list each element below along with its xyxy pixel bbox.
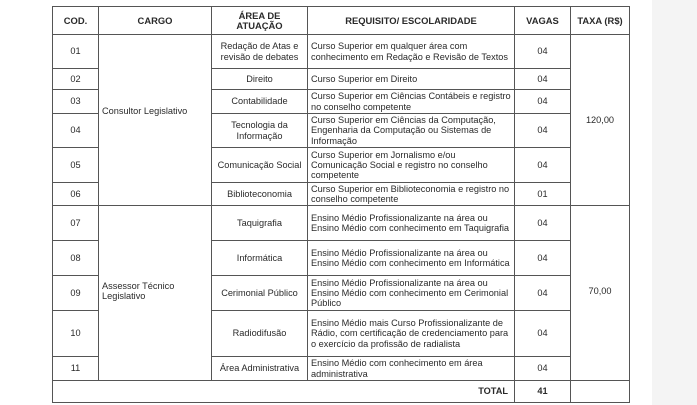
vagas-cell: 04	[515, 311, 571, 357]
cod-cell: 03	[53, 90, 99, 114]
area-cell: Biblioteconomia	[212, 183, 308, 206]
taxa-cell: 120,00	[571, 35, 630, 206]
area-cell: Contabilidade	[212, 90, 308, 114]
requisito-cell: Curso Superior em qualquer área com conhecimento em Redação e Revisão de Textos	[308, 35, 515, 69]
area-cell: Tecnologia da Informação	[212, 114, 308, 148]
header-area: ÁREA DE ATUAÇÃO	[212, 7, 308, 35]
requisito-cell: Ensino Médio com conhecimento em área administrativa	[308, 357, 515, 381]
cod-cell: 07	[53, 206, 99, 241]
total-taxa-empty	[571, 381, 630, 403]
vagas-cell: 04	[515, 90, 571, 114]
area-cell: Informática	[212, 241, 308, 276]
header-vagas: VAGAS	[515, 7, 571, 35]
cod-cell: 08	[53, 241, 99, 276]
cod-cell: 09	[53, 276, 99, 311]
cod-cell: 10	[53, 311, 99, 357]
vagas-cell: 04	[515, 206, 571, 241]
cargo-cell: Assessor Técnico Legislativo	[99, 206, 212, 381]
cod-cell: 11	[53, 357, 99, 381]
vagas-cell: 04	[515, 241, 571, 276]
header-cod: COD.	[53, 7, 99, 35]
requisito-cell: Ensino Médio Profissionalizante na área ou Ensino Médio com conhecimento em Informática	[308, 241, 515, 276]
requisito-cell: Curso Superior em Biblioteconomia e registro no conselho competente	[308, 183, 515, 206]
area-cell: Comunicação Social	[212, 148, 308, 183]
total-row	[53, 381, 630, 403]
requisito-cell: Curso Superior em Ciências da Computação, Engenharia da Computação ou Sistemas de Informação	[308, 114, 515, 148]
requisito-cell: Ensino Médio Profissionalizante na área ou Ensino Médio com conhecimento em Taquigrafia	[308, 206, 515, 241]
cargo-cell: Consultor Legislativo	[99, 35, 212, 206]
area-cell: Direito	[212, 69, 308, 90]
total-value: 41	[515, 381, 571, 403]
vacancies-table	[52, 6, 630, 403]
vagas-cell: 04	[515, 35, 571, 69]
requisito-cell: Curso Superior em Ciências Contábeis e registro no conselho competente	[308, 90, 515, 114]
header-requisito: REQUISITO/ ESCOLARIDADE	[308, 7, 515, 35]
taxa-cell: 70,00	[571, 206, 630, 381]
area-cell: Cerimonial Público	[212, 276, 308, 311]
requisito-cell: Curso Superior em Direito	[308, 69, 515, 90]
vagas-cell: 04	[515, 276, 571, 311]
cod-cell: 02	[53, 69, 99, 90]
header-row	[53, 7, 630, 35]
area-cell: Redação de Atas e revisão de debates	[212, 35, 308, 69]
cod-cell: 06	[53, 183, 99, 206]
cod-cell: 04	[53, 114, 99, 148]
area-cell: Radiodifusão	[212, 311, 308, 357]
table-row	[53, 206, 630, 241]
header-taxa: TAXA (R$)	[571, 7, 630, 35]
total-label: TOTAL	[53, 381, 515, 403]
cod-cell: 05	[53, 148, 99, 183]
vagas-cell: 04	[515, 69, 571, 90]
area-cell: Área Administrativa	[212, 357, 308, 381]
area-cell: Taquigrafia	[212, 206, 308, 241]
requisito-cell: Curso Superior em Jornalismo e/ou Comunicação Social e registro no conselho competente	[308, 148, 515, 183]
vagas-cell: 01	[515, 183, 571, 206]
vagas-cell: 04	[515, 357, 571, 381]
vagas-cell: 04	[515, 114, 571, 148]
cod-cell: 01	[53, 35, 99, 69]
table-row	[53, 35, 630, 69]
vagas-cell: 04	[515, 148, 571, 183]
requisito-cell: Ensino Médio mais Curso Profissionalizante de Rádio, com certificação de credenciamento para o exercício da profissão de radialista	[308, 311, 515, 357]
header-cargo: CARGO	[99, 7, 212, 35]
requisito-cell: Ensino Médio Profissionalizante na área ou Ensino Médio com conhecimento em Cerimonial Público	[308, 276, 515, 311]
